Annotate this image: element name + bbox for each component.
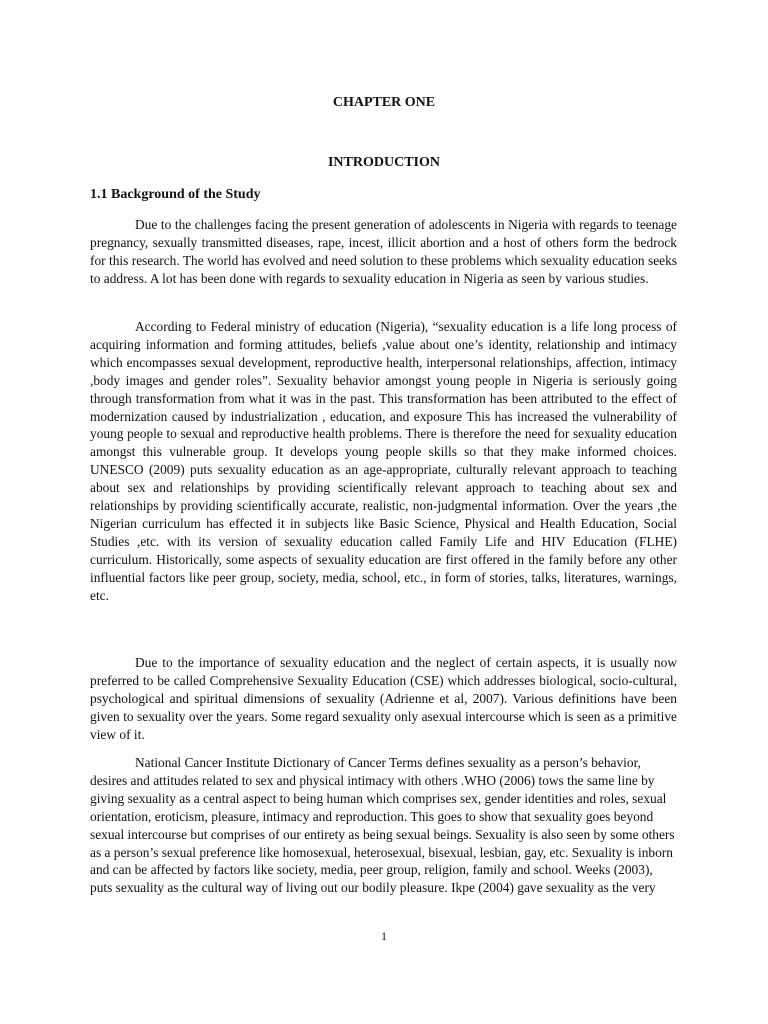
paragraph-4-text: National Cancer Institute Dictionary of Cancer Terms defines sexuality as a person’s behavior, desires and attitudes related to sex and physical intimacy with others .WHO (2006) tows the same line by giving sexuality as a central aspect to being human which comprises sex, gender identities and roles, sexual orientation, eroticism, pleasure, intimacy and reproduction. This goes to show that sexuality goes beyond sexual intercourse but comprises of our entirety as being sexual beings. Sexuality is also seen by some others as a person’s sexual preference like homosexual, heterosexual, bisexual, lesbian, gay, etc. Sexuality is inborn and can be affected by factors like society, media, peer group, religion, family and school. Weeks (2003), puts sexuality as the cultural way of living out our bodily pleasure. Ikpe (2004) gave sexuality as the very: [90, 755, 675, 896]
paragraph-3-text: Due to the importance of sexuality education and the neglect of certain aspects, it is usually now preferred to be called Comprehensive Sexuality Education (CSE) which addresses biological, socio-cultural, psychological and spiritual dimensions of sexuality (Adrienne et al, 2007). Various definitions have been given to sexuality over the years. Some regard sexuality only asexual intercourse which is seen as a primitive view of it.: [90, 655, 677, 742]
chapter-title: CHAPTER ONE: [332, 95, 436, 110]
paragraph-2: [90, 318, 677, 605]
section-heading: 1.1 Background of the Study: [90, 187, 261, 202]
paragraph-1: [90, 216, 677, 288]
paragraph-4: [90, 754, 677, 897]
introduction-heading: INTRODUCTION: [327, 155, 440, 170]
page-number: 1: [381, 929, 387, 943]
paragraph-2-text: According to Federal ministry of education (Nigeria), “sexuality education is a life long process of acquiring information and forming attitudes, beliefs ,value about one’s identity, relationship and intimacy which encompasses sexual development, reproductive health, interpersonal relationships, affection, intimacy ,body images and gender roles”. Sexuality behavior amongst young people in Nigeria is seriously going through transformation from what it was in the past. This transformation has been attributed to the effect of modernization caused by industrialization , education, and exposure This has increased the vulnerability of young people to sexual and reproductive health problems. There is therefore the need for sexuality education amongst this vulnerable group. It develops young people skills so that they make informed choices. UNESCO (2009) puts sexuality education as an age-appropriate, culturally relevant approach to teaching about sex and relationships by providing scientifically relevant approach to teaching about sex and relationships by providing scientifically accurate, realistic, non-judgmental information. Over the years ,the Nigerian curriculum has effected it in subjects like Basic Science, Physical and Health Education, Social Studies ,etc. with its version of sexuality education called Family Life and HIV Education (FLHE) curriculum. Historically, some aspects of sexuality education are first offered in the family before any other influential factors like peer group, society, media, school, etc., in form of stories, talks, literatures, warnings, etc.: [90, 319, 677, 603]
paragraph-3: [90, 654, 677, 744]
paragraph-1-text: Due to the challenges facing the present generation of adolescents in Nigeria with regards to teenage pregnancy, sexually transmitted diseases, rape, incest, illicit abortion and a host of others form the bedrock for this research. The world has evolved and need solution to these problems which sexuality education seeks to address. A lot has been done with regards to sexuality education in Nigeria as seen by various studies.: [90, 217, 677, 286]
